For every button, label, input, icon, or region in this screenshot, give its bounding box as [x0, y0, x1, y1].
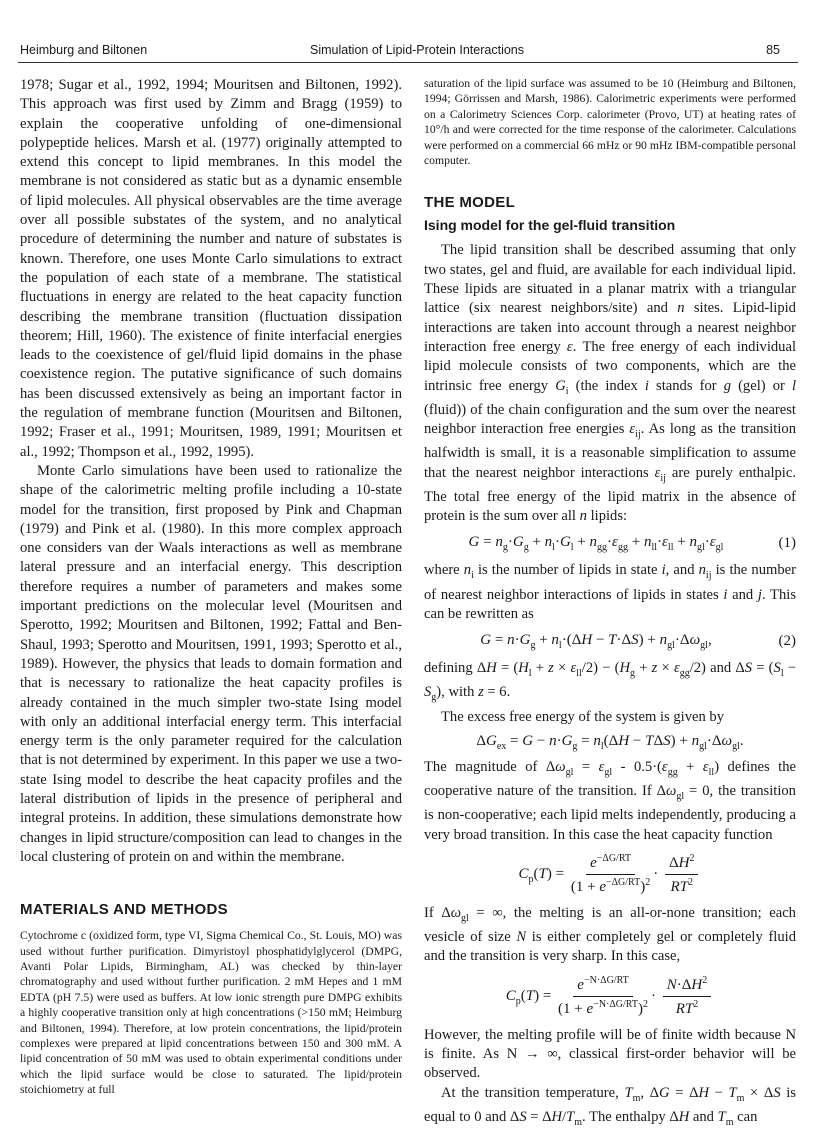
model-paragraph-8: At the transition temperature, $T_m$, $\Delta G = \Delta H - T_m \times \Delta S$ is equal to 0 and $\Delta S = \Delta H/T_m$. The enthalpy ΔH and $T_m$ can [424, 1084, 796, 1128]
equation-2: $G = n\cdot G_g + n_l\cdot(\Delta H - T\cdot\Delta S) + n_{gl}\cdot\Delta\omega_{gl}$, (2) [480, 632, 796, 652]
methods-text: Cytochrome c (oxidized form, type VI, Sigma Chemical Co., St. Louis, MO) was used without further purification. Dimyristoyl phosphatidylglycerol (DMPG, Avanti Polar Lipids, Birmingham, AL) was checked by thin-layer chromatography and used without further purification. 2 mM Hepes and 1 mM EDTA (pH 7.5) were used as buffers. At low ionic strength pure DMPG exhibits a highly cooperative transition only at high concentrations (>150 mM; Heimburg and Biltonen, 1994). Therefore, at low protein concentrations, the lipid/protein complexes were prepared at lipid concentrations between 150 and 300 mM. A lipid concentration of 50 mM was used to obtain experimental conditions under which the lipid surface would be close to saturated. The lipid/protein stoichiometry at full [20, 929, 402, 1097]
equation-heat-capacity-2: $C_p(T)$ = $\frac{e^{-N\cdot\Delta G/RT}}{(1 + e^{-N\cdot\Delta G/RT})^2}$ · $\frac{N\cdot\Delta H^2}{RT^2}$ [424, 975, 796, 1018]
model-paragraph-3: defining $\Delta H = (H_l + z \times \varepsilon_{ll}/2) - (H_g + z \times \varepsilon_{gg}/2)$ and $\Delta S = (S_l - S_g)$, with z = 6. [424, 660, 797, 704]
model-heading: THE MODEL [424, 194, 516, 212]
running-header-title: Simulation of Lipid-Protein Interactions [310, 43, 525, 57]
model-paragraph-1: The lipid transition shall be described assuming that only two states, gel and fluid, are available for each individual lipid. These lipids are situated in a planar matrix with a triangular lattice (six nearest neighbors/site) and n sites. Lipid-lipid interactions are taken into account through a nearest neighbor interaction free energy ε. The free energy of each individual lipid molecule consists of two components, which are the intrinsic free energy $G_i$ (the index i stands for g (gel) or l (fluid)) of the chain configuration and the sum over the nearest neighbor interaction free energies $\varepsilon_{ij}$. As long as the transition halfwidth is small, it is a reasonable simplification to assume that the nearest neighbor interactions $\varepsilon_{ij}$ are purely enthalpic. The total free energy of the lipid matrix in the absence of protein is the sum over all n lipids: [424, 242, 796, 525]
header-rule [18, 62, 798, 63]
model-paragraph-5: The magnitude of $\Delta\omega_{gl} = \varepsilon_{gl} - 0.5\cdot(\varepsilon_{gg} + \varepsilon_{ll})$ defines the cooperative nature of the transition. If $\Delta\omega_{gl} = 0$, the transition is non-cooperative; each lipid melts independently, producing a very broad transition. In this case the heat capacity function [424, 758, 797, 843]
model-paragraph-4: The excess free energy of the system is given by [441, 708, 725, 725]
page-number: 85 [766, 43, 780, 57]
equation-excess-free-energy: $\Delta G_{ex} = G - n\cdot G_g = n_l(\Delta H - T\Delta S) + n_{gl}\cdot\Delta\omega_{gl}$. [476, 732, 744, 752]
equation-1: $G = n_g\cdot G_g + n_l\cdot G_l + n_{gg}\cdot\varepsilon_{gg} + n_{ll}\cdot\varepsilon_{ll} + n_{gl}\cdot\varepsilon_{gl}$ (1) [468, 534, 796, 554]
model-paragraph-2: where $n_i$ is the number of lipids in state i, and $n_{ij}$ is the number of nearest neighbor interactions of lipids in states i and j. This can be rewritten as [424, 562, 796, 622]
methods-heading: MATERIALS AND METHODS [20, 901, 228, 919]
equation-2-number: (2) [778, 633, 796, 650]
left-column [20, 76, 402, 1098]
equation-heat-capacity-1: $C_p(T)$ = $\frac{e^{-\Delta G/RT}}{(1 + e^{-\Delta G/RT})^2}$ · $\frac{\Delta H^2}{RT^2}$ [424, 853, 796, 896]
intro-paragraph-1: 1978; Sugar et al., 1992, 1994; Mouritsen and Biltonen, 1992). This approach was first used by Zimm and Bragg (1959) to explain the cooperative unfolding of one-dimensional polypeptide helices. Marsh et al. (1977) originally attempted to extend this concept to lipid membranes. In this model the membrane is not considered as static but as a dynamic ensemble of lipid molecules. All physical observables are the time average over all possible substates of the system, and no analytical procedure of determining the number and nature of substates is known. Therefore, one uses Monte Carlo simulations to extract the population of each state of a membrane. The statistical fluctuations in energy are related to the heat capacity function describing the membrane transition (fluctuation dissipation theorem; Hill, 1960). The existence of finite interfacial energies leads to the coexistence of gel/fluid lipid domains in the phase coexistence region. The putative significance of such domains has been discussed extensively as being an important factor in the regulation of membrane function (Mouritsen and Biltonen, 1992; Fraser et al., 1991; Mouritsen, 1989, 1991; Mouritsen et al., 1992; Thompson et al., 1992, 1995). [20, 77, 402, 460]
model-paragraph-6: If $\Delta\omega_{gl}$ = ∞, the melting is an all-or-none transition; each vesicle of size N is either completely gel or completely fluid and the transition is very sharp. In this case, [424, 904, 797, 965]
right-column [424, 76, 796, 1132]
model-paragraph-7: However, the melting profile will be of finite width because N is finite. As N → ∞, classical first-order behavior will be observed. [424, 1026, 796, 1082]
model-subheading: Ising model for the gel-fluid transition [424, 217, 676, 234]
running-header-authors: Heimburg and Biltonen [20, 43, 148, 57]
intro-paragraph-2: Monte Carlo simulations have been used to rationalize the shape of the calorimetric melting profile including a 10-state model for the transition, first proposed by Pink and Chapman (1979) and Pink et al. (1980). In this more complex approach one considers van der Waals interactions as well as membrane lateral pressure and an interfacial energy. This description therefore requires a number of parameters and makes some important predictions on the molecular level (Mouritsen and Sperotto, 1992; Mouritsen and Biltonen, 1992; Fattal and Ben-Shaul, 1993; Sperotto and Mouritsen, 1991, 1993; Sperotto et al., 1989). However, the physics that leads to domain formation and that is necessary to rationalize the heat capacity profiles is already contained in the much simpler two-state Ising model with only an additional interfacial energy term. This interfacial energy term is the only parameter required for the calculation that is not determined by experiment. In this paper we use a two-state Ising model to describe the heat capacity profiles and the lateral distribution of lipids in the presence of peripheral and integral proteins. In addition, these simulations demonstrate how changes in lipid structure/composition can lead to changes in the local clustering of protein on and within the membrane. [20, 462, 402, 865]
equation-1-number: (1) [778, 535, 796, 552]
methods-continued: saturation of the lipid surface was assumed to be 10 (Heimburg and Biltonen, 1994; Görrissen and Marsh, 1986). Calorimetric experiments were performed on a Calorimetry Sciences Corp. calorimeter (Provo, UT) at heating rates of 10°/h and were corrected for the time response of the calorimeter. Calculations were performed on a commercial 66 mHz or 90 mHz IBM-compatible personal computer. [424, 77, 796, 168]
